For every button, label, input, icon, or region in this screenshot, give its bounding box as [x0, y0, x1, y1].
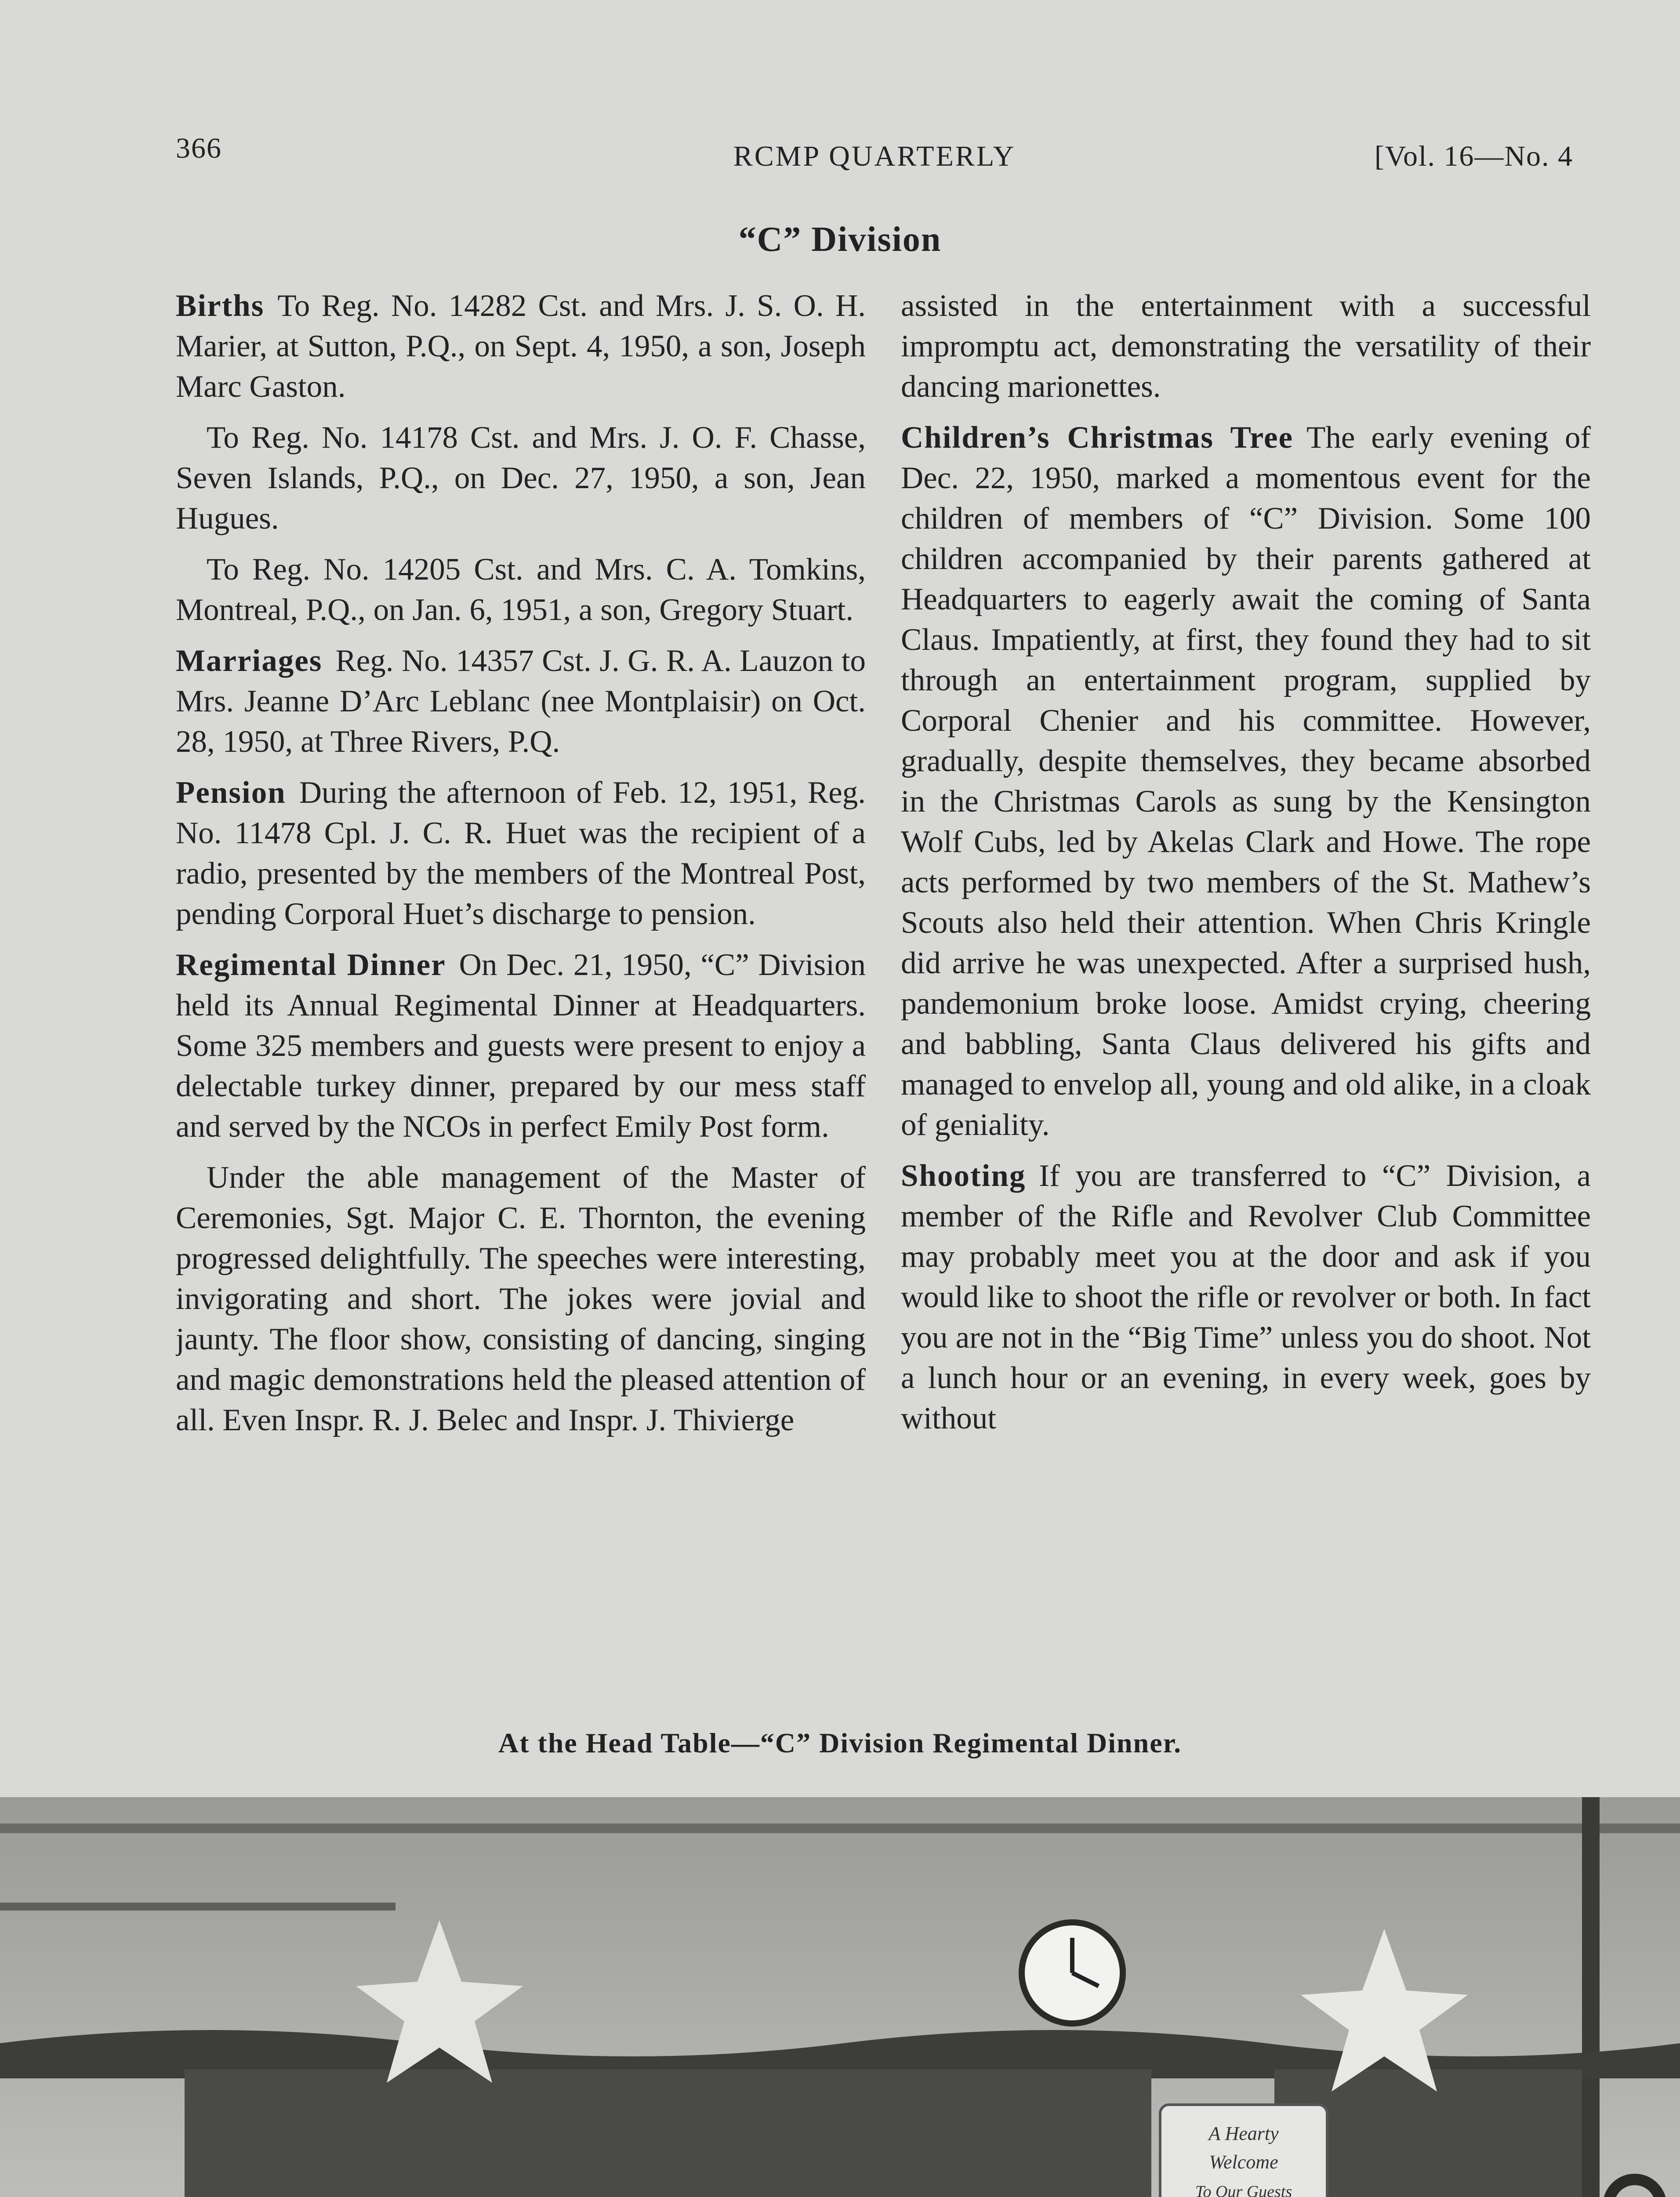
paragraph — [176, 417, 866, 539]
running-header — [176, 132, 1573, 176]
paragraph-pension — [176, 772, 866, 934]
run-in-heading: Children’s Christmas Tree — [901, 421, 1294, 455]
photo-caption: At the Head Table—“C” Division Regimental Dinner. — [498, 1727, 1182, 1758]
volume-issue: [Vol. 16—No. 4 — [1374, 140, 1573, 172]
paragraph-text: To Reg. No. 14205 Cst. and Mrs. C. A. Tomkins, Montreal, P.Q., on Jan. 6, 1951, a son, Gregory Stuart. — [176, 552, 866, 627]
paragraph-text: Under the able management of the Master of Ceremonies, Sgt. Major C. E. Thornton, the evening progressed delightfully. The speeches were interesting, invigorating and short. The jokes were jovial and jaunty. The floor show, consisting of dancing, singing and magic demonstrations held the pleased attention of all. Even Inspr. R. J. Belec and Inspr. J. Thivierge — [176, 1160, 866, 1437]
paragraph-text: To Reg. No. 14178 Cst. and Mrs. J. O. F. Chasse, Seven Islands, P.Q., on Dec. 27, 1950, a son, Jean Hugues. — [176, 421, 866, 536]
paragraph-continued — [901, 286, 1591, 407]
paragraph-text: Reg. No. 14357 Cst. J. G. R. A. Lauzon to Mrs. Jeanne D’Arc Leblanc (nee Montplaisir) on Oct. 28, 1950, at Three Rivers, P.Q. — [176, 644, 866, 759]
paragraph-text: On Dec. 21, 1950, “C” Division held its Annual Regimental Dinner at Headquarters. Some 325 members and guests were present to enjoy a delectable turkey dinner, prepared by our mess staff and served by the NCOs in perfect Emily Post form. — [176, 948, 866, 1144]
paragraph-childrens-christmas-tree — [901, 417, 1591, 1145]
head-table-photo — [0, 1797, 1680, 2197]
paragraph-text: assisted in the entertainment with a successful impromptu act, demonstrating the versatility of their dancing marionettes. — [901, 289, 1591, 404]
paragraph-marriages — [176, 641, 866, 762]
sign-line-3: To Our Guests — [1195, 2182, 1292, 2197]
paragraph-shooting — [901, 1156, 1591, 1439]
paragraph-text: To Reg. No. 14282 Cst. and Mrs. J. S. O. H. Marier, at Sutton, P.Q., on Sept. 4, 1950, a son, Joseph Marc Gaston. — [176, 289, 866, 404]
run-in-heading: Regimental Dinner — [176, 948, 446, 982]
journal-title: RCMP QUARTERLY — [733, 140, 1016, 172]
left-column — [176, 286, 866, 1679]
page-number: 366 — [176, 132, 222, 164]
paragraph-text: If you are transferred to “C” Division, a member of the Rifle and Revolver Club Committee may probably meet you at the door and ask if you would like to shoot the rifle or revolver or both. In fact you are not in the “Big Time” unless you do shoot. Not a lunch hour or an evening, in every week, goes by without — [901, 1159, 1591, 1436]
paragraph — [176, 1157, 866, 1440]
right-column — [901, 286, 1591, 1679]
paragraph-text: The early evening of Dec. 22, 1950, marked a momentous event for the children of members of “C” Division. Some 100 children accompanied by their parents gathered at Headquarters to eagerly await the coming of Santa Claus. Impatiently, at first, they found they had to sit through an entertainment program, supplied by Corporal Chenier and his committee. However, gradually, despite themselves, they became absorbed in the Christmas Carols as sung by the Kensington Wolf Cubs, led by Akelas Clark and Howe. The rope acts performed by two members of the St. Mathew’s Scouts also held their attention. When Chris Kringle did arrive he was unexpected. After a surprised hush, pandemonium broke loose. Amidst crying, cheering and babbling, Santa Claus delivered his gifts and managed to envelop all, young and old alike, in a cloak of geniality. — [901, 421, 1591, 1142]
wall-clock — [1022, 1922, 1123, 2023]
sign-line-1: A Hearty — [1208, 2123, 1279, 2144]
section-title: “C” Division — [738, 220, 942, 259]
run-in-heading: Pension — [176, 776, 286, 810]
run-in-heading: Marriages — [176, 644, 323, 678]
paragraph — [176, 549, 866, 630]
welcome-sign — [1160, 2105, 1327, 2197]
run-in-heading: Births — [176, 289, 265, 323]
paragraph-births — [176, 286, 866, 407]
sign-line-2: Welcome — [1209, 2151, 1278, 2173]
run-in-heading: Shooting — [901, 1159, 1026, 1193]
paragraph-regimental-dinner — [176, 945, 866, 1147]
paragraph-text: During the afternoon of Feb. 12, 1951, Reg. No. 11478 Cpl. J. C. R. Huet was the recipient of a radio, presented by the members of the Montreal Post, pending Corporal Huet’s discharge to pension. — [176, 776, 866, 931]
